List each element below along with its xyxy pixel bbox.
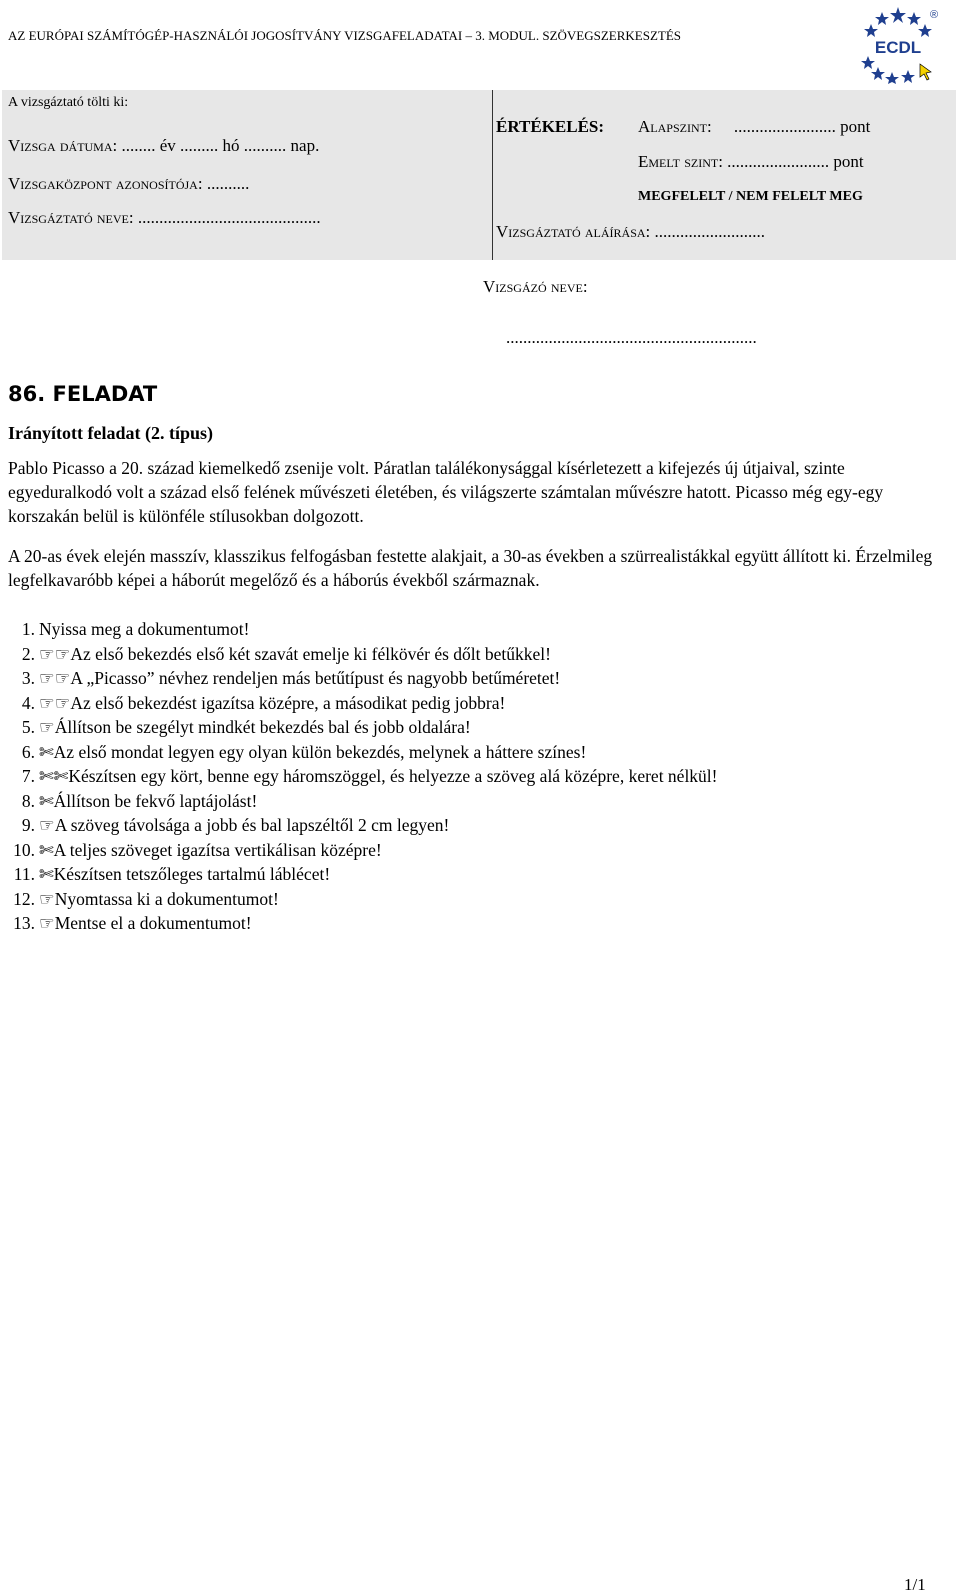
cursor-icon [920,64,931,80]
advanced-level-label: Emelt szint: [638,152,723,171]
instruction-item [8,813,948,838]
examiner-section [2,90,492,260]
signature-value: .......................... [654,222,766,241]
page-number: 1/1 [904,1575,926,1594]
evaluation-label: ÉRTÉKELÉS: [496,117,605,136]
instruction-level-icons: ☞☞ [39,643,71,664]
instruction-text: A „Picasso” névhez rendeljen más betűtípust és nagyobb betűméretet! [70,668,561,688]
instruction-level-icons: ✄ [39,741,54,762]
exam-center-label: Vizsgaközpont azonosítója: [8,174,203,193]
signature-row [496,222,765,242]
instruction-number: 9. [21,815,35,835]
pass-fail-text: MEGFELELT / NEM FELELT MEG [638,189,863,204]
instruction-number: 3. [21,668,35,688]
examiner-intro: A vizsgáztató tölti ki: [8,95,129,110]
task-subtitle: Irányított feladat (2. típus) [8,423,213,443]
instruction-level-icons: ✄✄ [39,766,69,786]
instruction-level-icons: ☞☞ [39,692,71,713]
instruction-item [8,764,948,789]
instruction-item [8,789,948,814]
exam-date-value: ........ év ......... hó .......... nap. [121,136,320,155]
exam-center-value: .......... [206,174,250,193]
box-divider [492,90,493,260]
instruction-item [8,715,948,740]
instruction-item [8,691,948,716]
ecdl-logo [858,4,938,84]
instruction-level-icons: ✄ [39,864,54,884]
examiner-name-label: Vizsgáztató neve: [8,208,134,227]
instruction-number: 6. [21,741,35,762]
instruction-text: Az első bekezdés első két szavát emelje ki félkövér és dőlt betűkkel! [70,643,551,664]
instruction-text: Készítsen egy kört, benne egy háromszöggel, és helyezze a szöveg alá középre, keret nélkül! [68,766,718,786]
paragraph-2: A 20-as évek elején masszív, klasszikus felfogásban festette alakjait, a 30-as években a szürrealistákkal együtt állított ki. Érzelmileg legfelkavaróbb képei a háborút megelőző és a háborús évekből származnak. [8,546,933,590]
instruction-item [8,642,948,667]
ecdl-stars-icon [858,4,938,84]
task-title: 86. FELADAT [8,382,158,406]
instruction-level-icons: ☞☞ [39,668,71,688]
instruction-number: 10. [13,839,35,860]
candidate-name-value: ........................................................... [506,328,757,347]
instruction-level-icons: ☞ [39,888,55,909]
instruction-number: 4. [21,692,35,713]
instruction-number: 1. [21,619,35,639]
instruction-text: Az első bekezdést igazítsa középre, a másodikat pedig jobbra! [70,692,506,713]
instruction-item [8,617,948,642]
instruction-text: Az első mondat legyen egy olyan külön bekezdés, melynek a háttere színes! [53,741,587,762]
instruction-text: Nyomtassa ki a dokumentumot! [54,888,279,909]
instruction-item [8,911,948,936]
instruction-level-icons: ✄ [39,790,54,811]
instruction-level-icons: ☞ [39,717,55,737]
advanced-level-value: ........................ pont [727,152,864,171]
signature-label: Vizsgáztató aláírása: [496,222,651,241]
instruction-number: 8. [21,790,35,811]
instruction-text: A szöveg távolsága a jobb és bal lapszéltől 2 cm legyen! [54,815,450,835]
instruction-item [8,887,948,912]
instruction-item [8,838,948,863]
examiner-name-row [8,208,321,228]
basic-level-label: Alapszint: [638,117,712,136]
exam-center-row [8,174,249,194]
instruction-list [8,617,948,936]
instruction-number: 12. [13,888,35,909]
basic-level-row [638,117,870,137]
instruction-text: A teljes szöveget igazítsa vertikálisan középre! [53,839,382,860]
instruction-number: 2. [21,643,35,664]
instruction-text: Állítson be fekvő laptájolást! [53,790,258,811]
examiner-name-value: ........................................... [137,208,321,227]
instruction-number: 7. [21,766,35,786]
instruction-number: 11. [13,864,35,884]
registered-mark: ® [930,9,938,21]
exam-date-label: Vizsga dátuma: [8,136,118,155]
exam-info-box [2,90,956,260]
instruction-item [8,862,948,887]
instruction-text: Állítson be szegélyt mindkét bekezdés bal és jobb oldalára! [54,717,471,737]
instruction-text: Mentse el a dokumentumot! [54,913,252,933]
instruction-number: 5. [21,717,35,737]
advanced-level-row [638,152,864,172]
instruction-level-icons: ☞ [39,815,55,835]
instruction-text: Készítsen tetszőleges tartalmú láblécet! [53,864,331,884]
instruction-level-icons: ☞ [39,913,55,933]
instruction-text: Nyissa meg a dokumentumot! [39,619,250,639]
instruction-item [8,666,948,691]
instruction-number: 13. [13,913,35,933]
exam-date-row [8,136,319,156]
candidate-name-label: Vizsgázó neve: [483,277,588,296]
instruction-item [8,740,948,765]
basic-level-value: ........................ pont [733,117,871,136]
logo-text: ECDL [874,38,922,57]
paragraph-1: Pablo Picasso a 20. század kiemelkedő zsenije volt. Páratlan találékonysággal kísérletezett a kifejezés új útjaival, szinte egyeduralkodó volt a század első felének művészeti életében, és világszerte számtalan művészre hatott. Picasso még egy-egy korszakán belül is különféle stílusokban dolgozott. [8,458,884,526]
instruction-level-icons: ✄ [39,839,54,860]
document-header-title: AZ EURÓPAI SZÁMÍTÓGÉP-HASZNÁLÓI JOGOSÍTVÁNY VIZSGAFELADATAI – 3. MODUL. SZÖVEGSZERKESZTÉS [8,28,682,43]
